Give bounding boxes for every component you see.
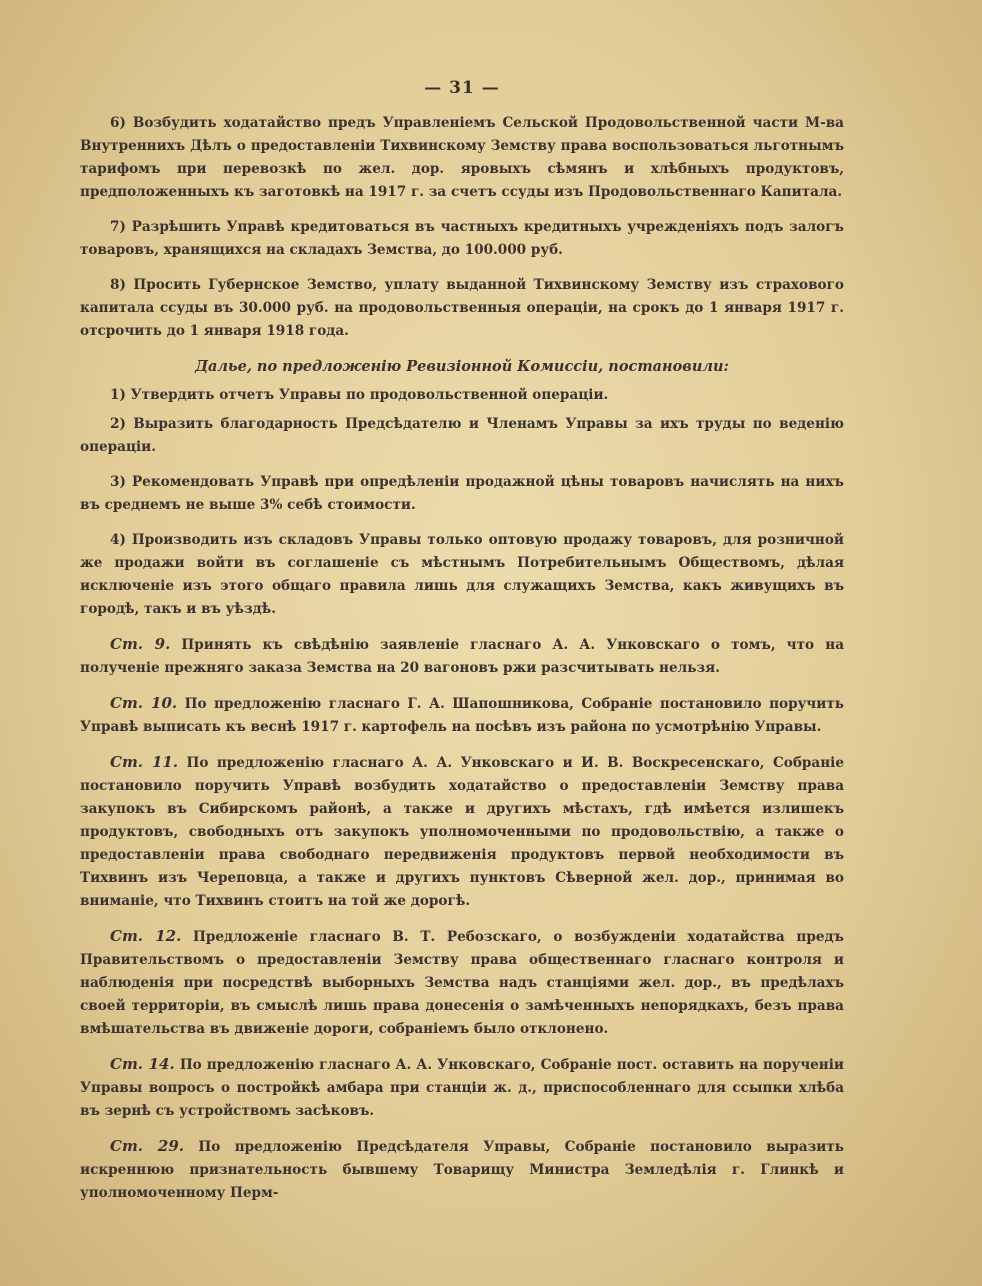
article-label: Ст. 9. <box>110 635 171 653</box>
resolution-item-7: 7) Разрѣшить Управѣ кредитоваться въ частныхъ кредитныхъ учрежденіяхъ подъ залогъ товаровъ, хранящихся на складахъ Земства, до 100.000 руб. <box>80 219 844 258</box>
section-heading: Далье, по предложенію Ревизіонной Комиссіи, постановили: <box>195 358 729 375</box>
article-label: Ст. 11. <box>110 753 179 771</box>
article-9 <box>80 633 844 680</box>
article-label: Ст. 12. <box>110 927 182 945</box>
article-29 <box>80 1135 844 1205</box>
article-label: Ст. 29. <box>110 1137 185 1155</box>
article-text: Принять къ свѣдѣнію заявленіе гласнаго А. А. Унковскаго о томъ, что на полученіе прежняго заказа Земства на 20 вагоновъ ржи разсчитывать нельзя. <box>80 637 844 676</box>
article-text: По предложенію гласнаго А. А. Унковскаго и И. В. Воскресенскаго, Собраніе постановило поручить Управѣ возбудить ходатайство о предоставленіи Земству права закупокъ въ Сибирскомъ районѣ, а также и другихъ мѣстахъ, гдѣ имѣется излишекъ продуктовъ, свободныхъ отъ закупокъ уполномоченными по продовольствію, а также о предоставленіи права свободнаго передвиженія продуктовъ первой необходимости въ Тихвинъ изъ Череповца, а также и другихъ пунктовъ Сѣверной жел. дор., принимая во вниманіе, что Тихвинъ стоитъ на той же дорогѣ. <box>80 755 844 909</box>
article-12 <box>80 925 844 1041</box>
article-text: Предложеніе гласнаго В. Т. Ребозскаго, о возбужденіи ходатайства предъ Правительствомъ о предоставленіи Земству права общественнаго гласнаго контроля и наблюденія при посредствѣ выборныхъ Земства надъ станціями жел. дор., въ предѣлахъ своей территоріи, въ смыслѣ лишь права донесенія о замѣченныхъ непорядкахъ, безъ права вмѣшательства въ движеніе дороги, собраніемъ было отклонено. <box>80 929 844 1037</box>
commission-item-2: 2) Выразить благодарность Предсѣдателю и Членамъ Управы за ихъ труды по веденію операціи. <box>80 416 844 455</box>
article-label: Ст. 14. <box>110 1055 175 1073</box>
commission-item-3: 3) Рекомендовать Управѣ при опредѣленіи продажной цѣны товаровъ начислять на нихъ въ среднемъ не выше 3% себѣ стоимости. <box>80 474 844 513</box>
commission-item-4: 4) Производить изъ складовъ Управы только оптовую продажу товаровъ, для розничной же продажи войти въ соглашеніе съ мѣстнымъ Потребительнымъ Обществомъ, дѣлая исключеніе изъ этого общаго правила лишь для служащихъ Земства, какъ живущихъ въ городѣ, такъ и въ уѣздѣ. <box>80 532 844 617</box>
page-number: — 31 — <box>424 78 500 98</box>
article-10 <box>80 692 844 739</box>
article-14 <box>80 1053 844 1123</box>
commission-item-1: 1) Утвердить отчетъ Управы по продовольственной операціи. <box>110 387 609 403</box>
article-text: По предложенію гласнаго А. А. Унковскаго, Собраніе пост. оставить на порученіи Управы вопросъ о постройкѣ амбара при станціи ж. д., приспособленнаго для ссыпки хлѣба въ зернѣ съ устройствомъ засѣковъ. <box>80 1057 844 1119</box>
resolution-item-8: 8) Просить Губернское Земство, уплату выданной Тихвинскому Земству изъ страхового капитала ссуды въ 30.000 руб. на продовольственныя операціи, на срокъ до 1 января 1917 г. отсрочить до 1 января 1918 года. <box>80 277 844 339</box>
article-11 <box>80 751 844 913</box>
article-text: По предложенію Предсѣдателя Управы, Собраніе постановило выразить искреннюю признательность бывшему Товарищу Министра Земледѣлія г. Глинкѣ и уполномоченному Перм- <box>80 1139 845 1201</box>
article-label: Ст. 10. <box>110 694 178 712</box>
resolution-item-6: 6) Возбудить ходатайство предъ Управленіемъ Сельской Продовольственной части М-ва Внутреннихъ Дѣлъ о предоставленіи Тихвинскому Земству права воспользоваться льготнымъ тарифомъ при перевозкѣ по жел. дор. яровыхъ сѣмянъ и хлѣбныхъ продуктовъ, предположенныхъ къ заготовкѣ на 1917 г. за счетъ ссуды изъ Продовольственнаго Капитала. <box>80 115 844 200</box>
article-text: По предложенію гласнаго Г. А. Шапошникова, Собраніе постановило поручить Управѣ выписать къ веснѣ 1917 г. картофель на посѣвъ изъ района по усмотрѣнію Управы. <box>80 696 844 735</box>
